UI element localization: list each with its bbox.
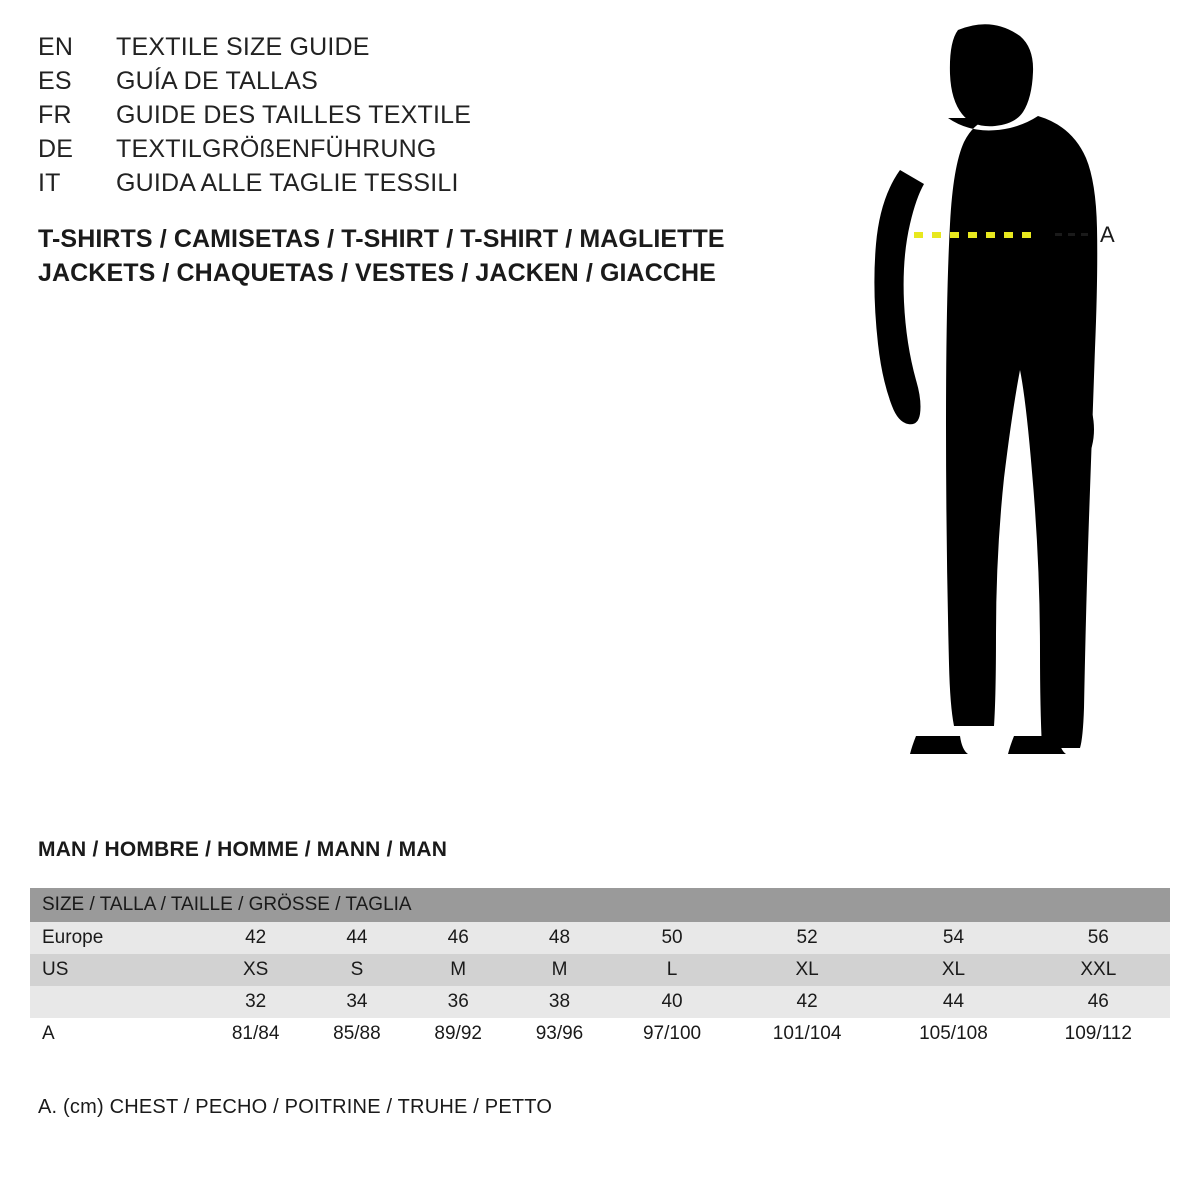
cell: 34 bbox=[346, 991, 368, 1012]
table-row bbox=[30, 922, 1170, 954]
cell: 44 bbox=[942, 991, 965, 1012]
language-code: ES bbox=[38, 67, 72, 95]
cell: L bbox=[666, 959, 678, 980]
male-silhouette-figure bbox=[830, 20, 1170, 780]
language-row bbox=[38, 98, 738, 132]
cell: 52 bbox=[796, 927, 818, 948]
row-label: US bbox=[42, 959, 69, 980]
cell: 44 bbox=[346, 927, 368, 948]
table-row bbox=[30, 1018, 1170, 1050]
cell: 32 bbox=[245, 991, 267, 1012]
cell: XL bbox=[941, 959, 966, 980]
language-text: GUIDA ALLE TAGLIE TESSILI bbox=[116, 169, 459, 197]
cell: 89/92 bbox=[434, 1023, 482, 1044]
cell: XXL bbox=[1080, 959, 1117, 980]
language-code: IT bbox=[38, 169, 61, 197]
language-row bbox=[38, 132, 738, 166]
cell: 97/100 bbox=[642, 1023, 702, 1044]
language-code: FR bbox=[38, 101, 72, 129]
cell: 101/104 bbox=[772, 1023, 842, 1044]
language-row bbox=[38, 166, 738, 200]
section-title-man: MAN / HOMBRE / HOMME / MANN / MAN bbox=[38, 838, 448, 861]
row-label bbox=[30, 986, 205, 1018]
silhouette-icon bbox=[830, 20, 1170, 780]
cell: 50 bbox=[661, 927, 683, 948]
cell: 81/84 bbox=[231, 1023, 280, 1044]
language-list bbox=[38, 30, 738, 200]
size-table bbox=[30, 888, 1170, 1050]
category-jackets: JACKETS / CHAQUETAS / VESTES / JACKEN / GIACCHE bbox=[38, 259, 716, 287]
language-row bbox=[38, 30, 738, 64]
category-tshirts: T-SHIRTS / CAMISETAS / T-SHIRT / T-SHIRT / MAGLIETTE bbox=[38, 225, 725, 253]
cell: 42 bbox=[796, 991, 818, 1012]
measure-label-a: A bbox=[1100, 222, 1116, 247]
cell: S bbox=[350, 959, 364, 980]
language-row bbox=[38, 64, 738, 98]
language-text: TEXTILGRÖßENFÜHRUNG bbox=[116, 135, 437, 163]
language-code: EN bbox=[38, 33, 74, 61]
cell: 105/108 bbox=[919, 1023, 988, 1044]
category-list bbox=[38, 222, 798, 290]
cell: 56 bbox=[1087, 927, 1109, 948]
cell: XL bbox=[795, 959, 819, 980]
table-row bbox=[30, 954, 1170, 986]
language-code: DE bbox=[38, 135, 74, 163]
table-header-label: SIZE / TALLA / TAILLE / GRÖSSE / TAGLIA bbox=[42, 894, 412, 915]
cell: XS bbox=[242, 959, 269, 980]
row-label: Europe bbox=[42, 927, 104, 948]
language-text: GUÍA DE TALLAS bbox=[116, 67, 318, 95]
measure-leader-line bbox=[1055, 233, 1089, 236]
language-text: TEXTILE SIZE GUIDE bbox=[116, 33, 370, 61]
cell: 54 bbox=[942, 927, 965, 948]
cell: 46 bbox=[1087, 991, 1109, 1012]
cell: 46 bbox=[447, 927, 469, 948]
cell: M bbox=[551, 959, 568, 980]
footnote-chest: A. (cm) CHEST / PECHO / POITRINE / TRUHE / PETTO bbox=[38, 1096, 553, 1118]
cell: 109/112 bbox=[1064, 1023, 1132, 1044]
cell: 36 bbox=[447, 991, 469, 1012]
cell: 85/88 bbox=[333, 1023, 381, 1044]
cell: 38 bbox=[548, 991, 571, 1012]
table-header-row bbox=[30, 888, 1170, 922]
table-row bbox=[30, 986, 1170, 1018]
cell: 40 bbox=[661, 991, 683, 1012]
cell: 42 bbox=[245, 927, 267, 948]
cell: M bbox=[450, 959, 467, 980]
cell: 48 bbox=[548, 927, 571, 948]
cell: 93/96 bbox=[535, 1023, 584, 1044]
row-label: A bbox=[42, 1023, 55, 1044]
language-text: GUIDE DES TAILLES TEXTILE bbox=[116, 101, 472, 129]
